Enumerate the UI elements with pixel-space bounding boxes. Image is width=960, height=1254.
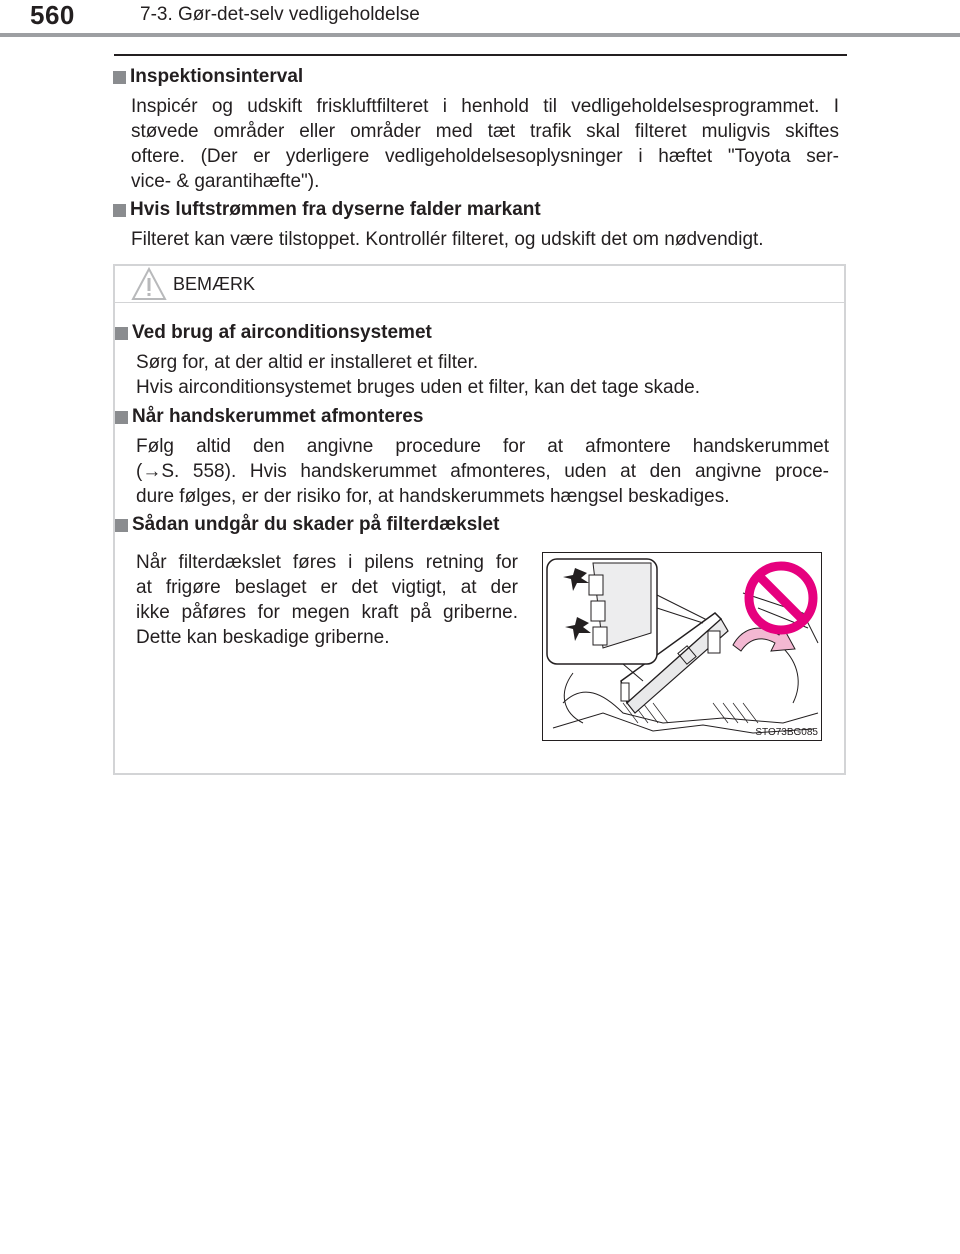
bullet-square-icon — [113, 71, 126, 84]
note-heading-aircon — [115, 322, 432, 344]
top-rule — [114, 54, 847, 56]
body-line: ikke påføres for megen kraft på griberne. — [136, 602, 518, 623]
body-line: Inspicér og udskift friskluftfilteret i henhold til vedligeholdelsesprogrammet. I — [131, 96, 839, 117]
page-number: 560 — [30, 0, 75, 30]
note-heading-text: Når handskerummet afmonteres — [132, 406, 424, 427]
body-line: Filteret kan være tilstoppet. Kontrollér filteret, og udskift det om nødvendigt. — [131, 229, 764, 250]
body-line: at frigøre beslaget er det vigtigt, at der — [136, 577, 518, 598]
section-body-inspection — [131, 94, 839, 194]
body-line: oftere. (Der er yderligere vedligeholdelsesoplysninger i hæftet "Toyota ser- — [131, 146, 839, 167]
section-heading-inspection — [113, 66, 303, 88]
body-line: Følg altid den angivne procedure for at afmontere handskerummet — [136, 436, 829, 457]
bullet-square-icon — [115, 327, 128, 340]
illustration-drawing — [543, 553, 822, 741]
body-line: støvede områder eller områder med tæt trafik skal filteret muligvis skiftes — [131, 121, 839, 142]
warning-triangle-icon — [131, 267, 167, 301]
note-body-aircon — [136, 350, 826, 400]
section-heading-text: Inspektionsinterval — [130, 66, 304, 87]
section-body-airflow — [131, 227, 851, 252]
filter-cover-illustration — [542, 552, 822, 741]
chapter-title: 7-3. Gør-det-selv vedligeholdelse — [140, 4, 420, 25]
body-line: Dette kan beskadige griberne. — [136, 627, 390, 648]
note-heading-filter-cover — [115, 514, 499, 536]
note-label: BEMÆRK — [173, 274, 256, 294]
bullet-square-icon — [113, 204, 126, 217]
note-body-glovebox — [136, 434, 829, 509]
body-line: Når filterdækslet føres i pilens retning for — [136, 552, 518, 573]
section-heading-airflow — [113, 199, 541, 221]
body-line: vice- & garantihæfte"). — [131, 171, 320, 192]
note-heading-text: Sådan undgår du skader på filterdækslet — [132, 514, 500, 535]
body-line: dure følges, er der risiko for, at handskerummets hængsel beskadiges. — [136, 486, 730, 507]
header-rule — [0, 33, 960, 37]
body-line: (→S. 558). Hvis handskerummet afmonteres, uden at den angivne proce- — [136, 461, 829, 482]
section-heading-text: Hvis luftstrømmen fra dyserne falder markant — [130, 199, 541, 220]
note-heading-text: Ved brug af airconditionsystemet — [132, 322, 432, 343]
bullet-square-icon — [115, 411, 128, 424]
bullet-square-icon — [115, 519, 128, 532]
note-header-divider — [115, 302, 844, 303]
note-body-filter-cover — [136, 550, 518, 650]
illustration-code: STO73BG085 — [755, 727, 818, 738]
body-line: Hvis airconditionsystemet bruges uden et filter, kan det tage skade. — [136, 377, 700, 398]
body-line: Sørg for, at der altid er installeret et filter. — [136, 352, 479, 373]
note-heading-glovebox — [115, 406, 423, 428]
